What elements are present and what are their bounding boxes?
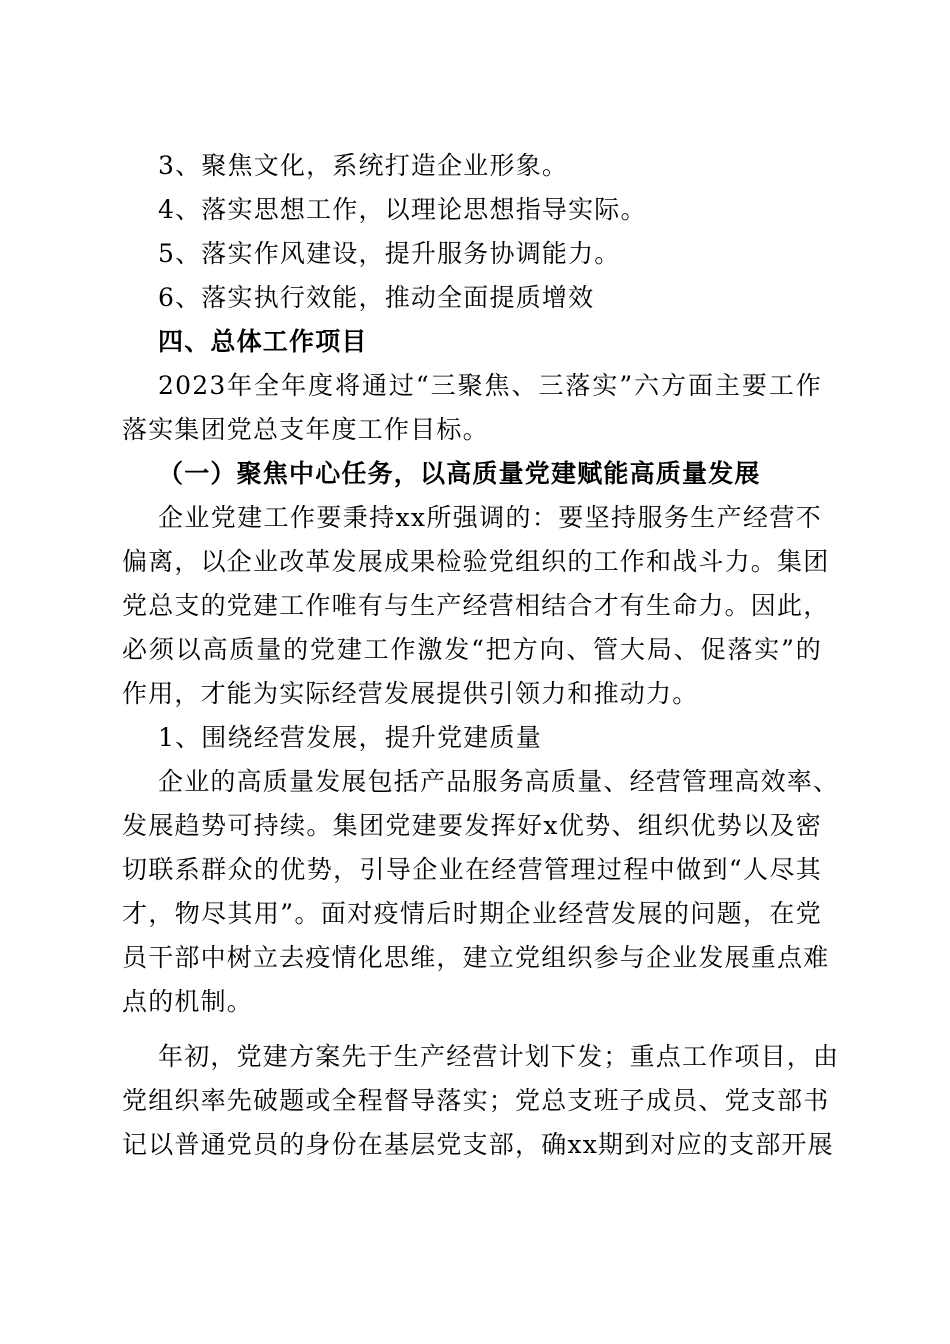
- item-heading: 1、围绕经营发展，提升党建质量: [158, 723, 542, 752]
- paragraph-line: 2023年全年度将通过“三聚焦、三落实”六方面主要工作: [158, 371, 822, 400]
- list-item-3: 3、聚焦文化，系统打造企业形象。: [158, 151, 569, 180]
- paragraph-line: 切联系群众的优势，引导企业在经营管理过程中做到“人尽其: [122, 855, 822, 884]
- list-item-6: 6、落实执行效能，推动全面提质增效: [158, 283, 595, 312]
- subsection-heading: （一）聚焦中心任务，以高质量党建赋能高质量发展: [158, 459, 761, 488]
- paragraph-line: 企业的高质量发展包括产品服务高质量、经营管理高效率、: [158, 767, 840, 796]
- paragraph-line: 发展趋势可持续。集团党建要发挥好x优势、组织优势以及密: [122, 811, 822, 840]
- paragraph-line: 偏离，以企业改革发展成果检验党组织的工作和战斗力。集团: [122, 547, 830, 576]
- paragraph-line: 党总支的党建工作唯有与生产经营相结合才有生命力。因此，: [122, 591, 830, 620]
- paragraph-line: 党组织率先破题或全程督导落实；党总支班子成员、党支部书: [122, 1086, 830, 1115]
- paragraph-line: 点的机制。: [122, 987, 254, 1016]
- paragraph-line: 年初，党建方案先于生产经营计划下发；重点工作项目，由: [158, 1042, 840, 1071]
- paragraph-line: 企业党建工作要秉持xx所强调的：要坚持服务生产经营不: [158, 503, 822, 532]
- list-item-5: 5、落实作风建设，提升服务协调能力。: [158, 239, 621, 268]
- section-heading: 四、总体工作项目: [158, 327, 368, 356]
- paragraph-line: 必须以高质量的党建工作激发“把方向、管大局、促落实”的: [122, 635, 822, 664]
- paragraph-line: 员干部中树立去疫情化思维，建立党组织参与企业发展重点难: [122, 943, 830, 972]
- paragraph-line: 才，物尽其用”。面对疫情后时期企业经营发展的问题，在党: [122, 899, 822, 928]
- paragraph-line: 记以普通党员的身份在基层党支部，确xx期到对应的支部开展: [122, 1130, 834, 1159]
- paragraph-line: 落实集团党总支年度工作目标。: [122, 415, 489, 444]
- paragraph-line: 作用，才能为实际经营发展提供引领力和推动力。: [122, 679, 699, 708]
- list-item-4: 4、落实思想工作，以理论思想指导实际。: [158, 195, 647, 224]
